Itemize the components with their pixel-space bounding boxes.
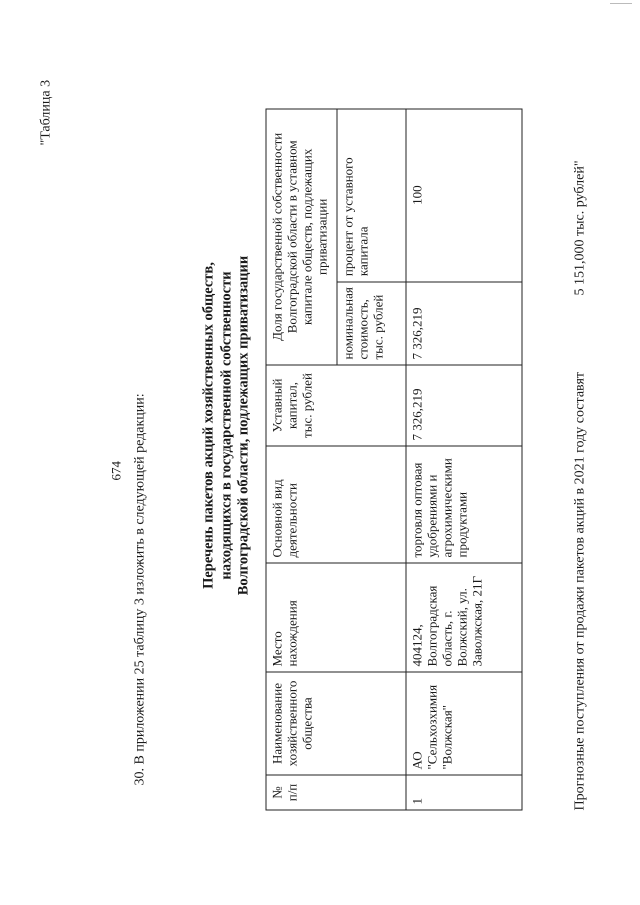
table-row [406, 108, 522, 809]
table-title: Перечень пакетов акций хозяйственных обществ, находящихся в государственной собственности Волгоградской области, подлежащих приватизации [200, 255, 252, 595]
header-num: № п/п [266, 775, 406, 810]
header-name: Наименование хозяйственного общества [266, 672, 406, 775]
header-share-group: Доля государственной собственности Волгоградской области в уставном капитале обществ, подлежащих приватизации [266, 108, 337, 364]
cell-num: 1 [406, 775, 522, 810]
footer-text: Прогнозные поступления от продажи пакетов акций в 2021 году составят [572, 371, 587, 810]
cell-name: АО "Сельхозхимия "Волжская" [406, 672, 522, 775]
header-percent: процент от уставного капитала [337, 108, 406, 281]
table-header-row [266, 108, 337, 809]
header-capital: Уставный капитал, тыс. рублей [266, 365, 406, 446]
cell-nominal: 7 326,219 [406, 281, 522, 364]
header-activity: Основной вид деятельности [266, 446, 406, 563]
cell-percent: 100 [406, 108, 522, 281]
header-location: Место нахождения [266, 563, 406, 672]
page-number: 674 [108, 460, 123, 480]
cell-capital: 7 326,219 [406, 365, 522, 446]
table-label: "Таблица 3 [38, 79, 53, 145]
cell-location: 404124, Волгоградская область, г. Волжский, ул. Заволжская, 21Г [406, 563, 522, 672]
header-nominal: номинальная стоимость, тыс. рублей [337, 281, 406, 364]
shares-table [265, 108, 522, 810]
intro-paragraph: 30. В приложении 25 таблицу 3 изложить в следующей редакции: [132, 392, 147, 785]
cell-activity: торговля оптовая удобрениями и агрохимическими продуктами [406, 446, 522, 563]
footer-value: 5 151,000 тыс. рублей" [572, 159, 587, 295]
